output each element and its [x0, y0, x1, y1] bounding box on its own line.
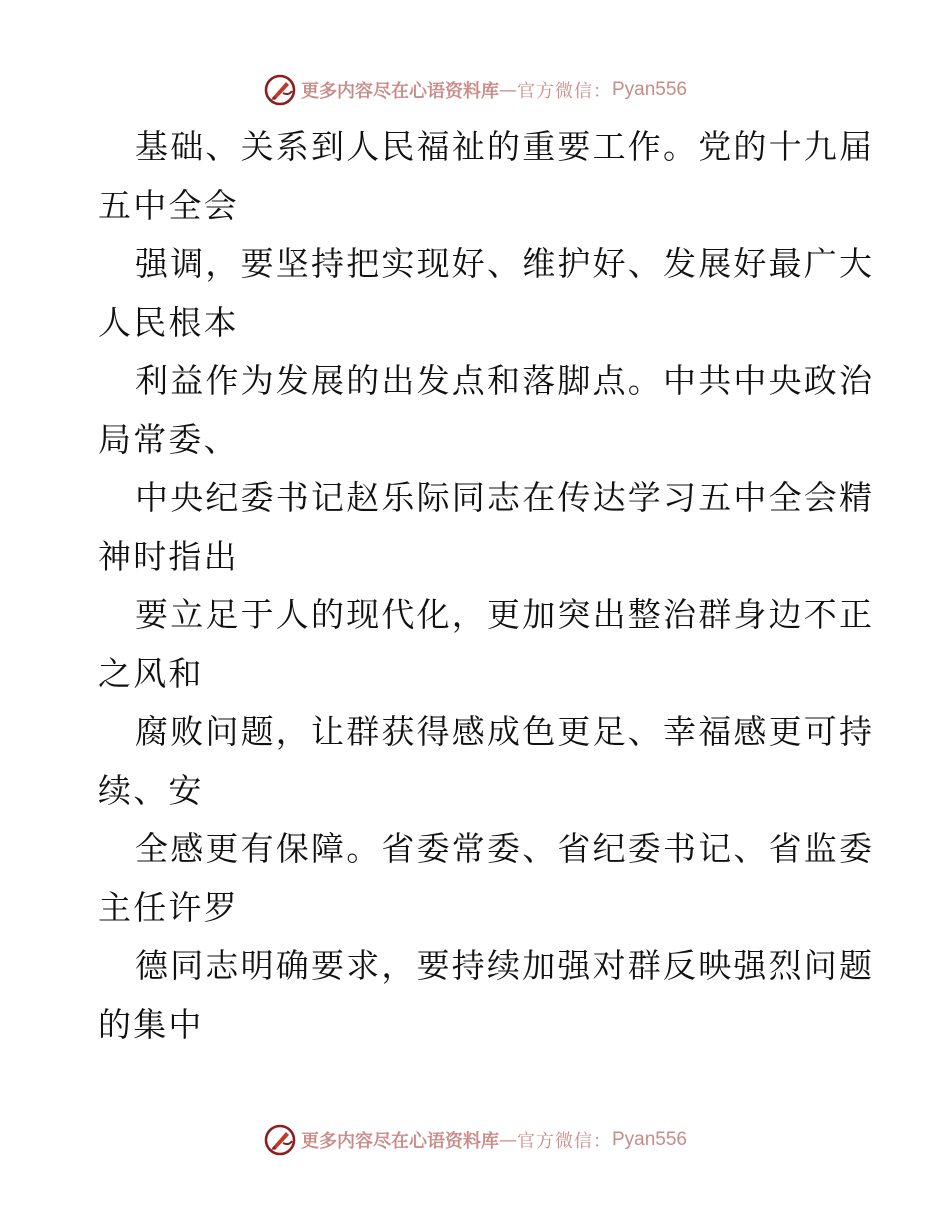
paragraph — [98, 820, 875, 937]
paragraph-line: 基础、关系到人民福祉的重要工作。党的十九届 — [135, 127, 875, 166]
paragraph-line: 续、安 — [98, 770, 204, 810]
paragraph-line: 德同志明确要求，要持续加强对群反映强烈问题 — [135, 946, 875, 985]
paragraph-line: 要立足于人的现代化，更加突出整治群身边不正 — [135, 595, 875, 634]
footer-separator: — — [498, 1129, 517, 1151]
header-separator: — — [498, 79, 517, 101]
paragraph-line: 利益作为发展的出发点和落脚点。中共中央政治 — [135, 361, 875, 400]
paragraph — [98, 586, 875, 703]
paragraph-line: 中央纪委书记赵乐际同志在传达学习五中全会精 — [135, 478, 875, 517]
paragraph-line: 神时指出 — [98, 536, 239, 576]
paragraph — [98, 352, 875, 469]
paragraph — [98, 118, 875, 235]
paragraph-line: 的集中 — [98, 1004, 204, 1044]
header-official-label: 官方微信： — [516, 81, 612, 102]
paragraph — [98, 469, 875, 586]
paragraph-line: 主任许罗 — [98, 887, 239, 927]
footer-brand-text: 更多内容尽在心语资料库 — [300, 1131, 499, 1152]
footer-watermark — [0, 1120, 950, 1160]
paragraph — [98, 937, 875, 1054]
paragraph — [98, 703, 875, 820]
header-watermark — [0, 70, 950, 110]
paragraph-line: 人民根本 — [98, 302, 239, 342]
paragraph-line: 全感更有保障。省委常委、省纪委书记、省监委 — [135, 829, 875, 868]
header-brand-text: 更多内容尽在心语资料库 — [300, 81, 499, 102]
header-wechat-handle: Pyan556 — [611, 79, 687, 100]
footer-wechat-handle: Pyan556 — [611, 1129, 687, 1150]
paragraph — [98, 235, 875, 352]
document-body — [98, 118, 875, 1054]
paragraph-line: 腐败问题，让群获得感成色更足、幸福感更可持 — [135, 712, 875, 751]
paragraph-line: 局常委、 — [98, 419, 239, 459]
brand-logo-icon — [263, 1123, 297, 1157]
paragraph-line: 之风和 — [98, 653, 204, 693]
paragraph-line: 强调，要坚持把实现好、维护好、发展好最广大 — [135, 244, 875, 283]
footer-official-label: 官方微信： — [516, 1131, 612, 1152]
paragraph-line: 五中全会 — [98, 185, 239, 225]
brand-logo-icon — [263, 73, 297, 107]
